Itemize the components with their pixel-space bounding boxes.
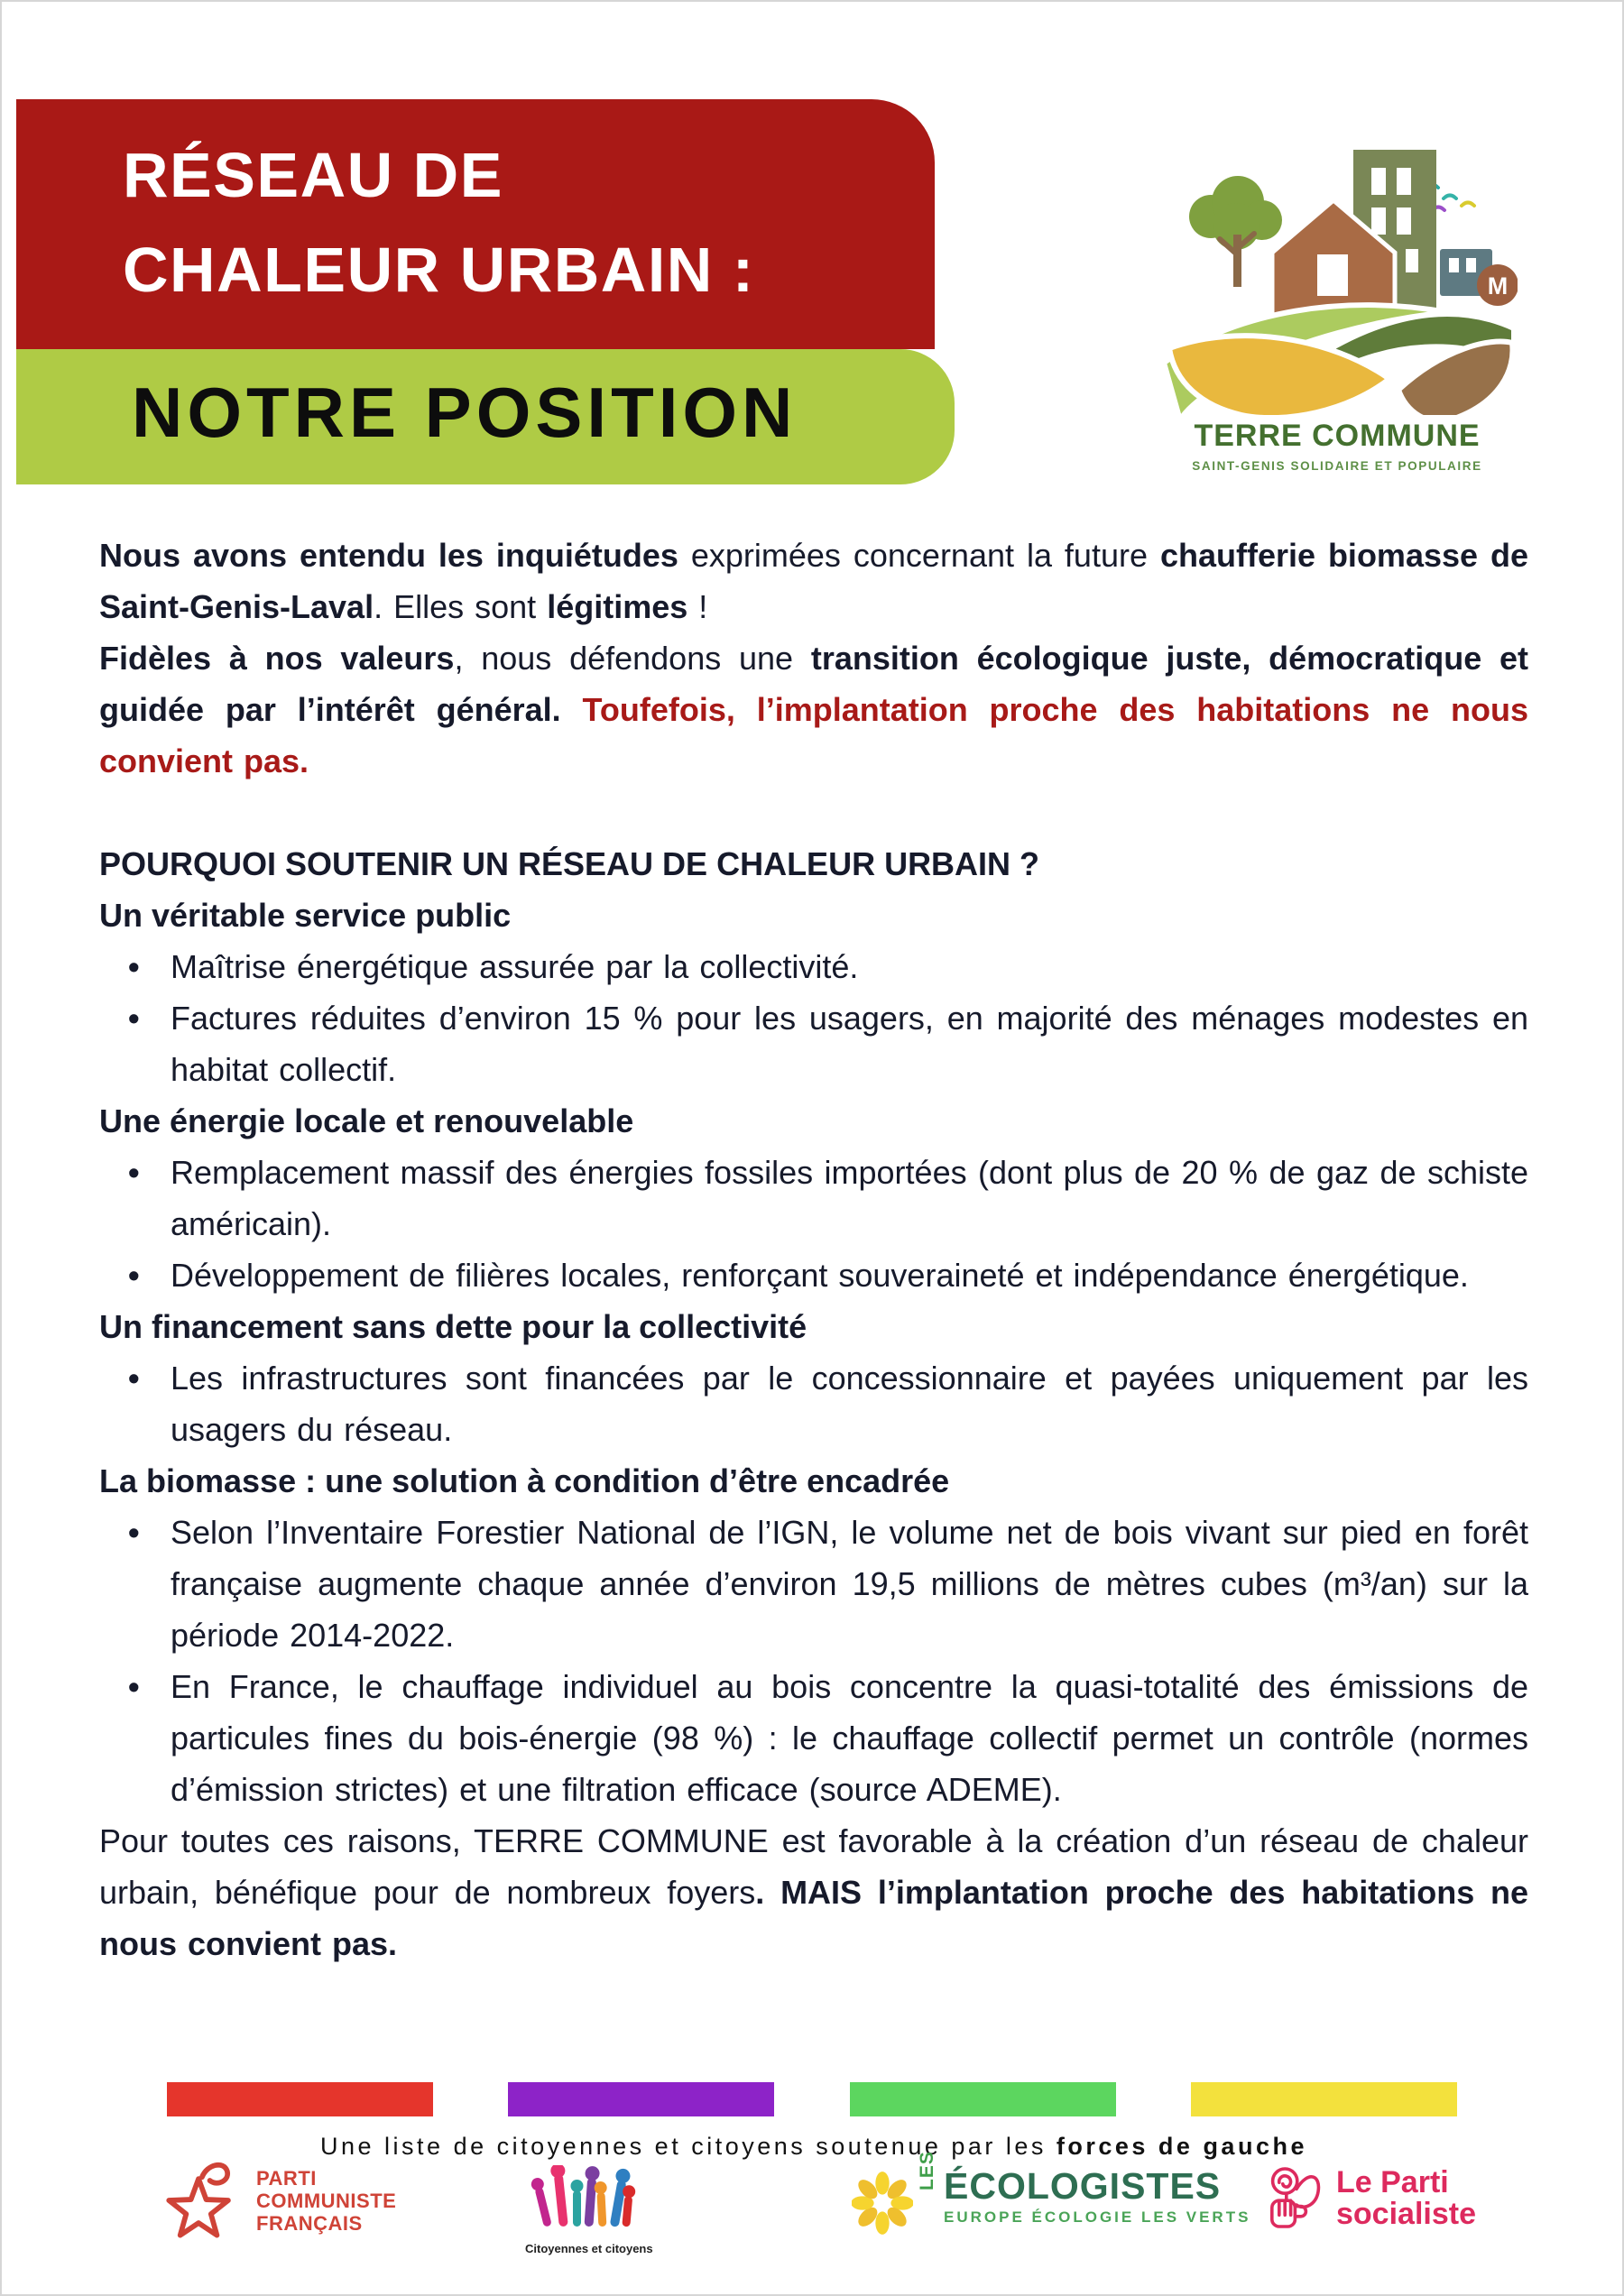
label-line: socialiste [1336, 2197, 1476, 2231]
text-segment: forces de gauche [1056, 2133, 1307, 2160]
party-logos-row [2, 2151, 1624, 2266]
body-content [99, 530, 1528, 1969]
bullet-dot-icon: • [128, 1514, 140, 1551]
ecologistes-logo [852, 2151, 1251, 2239]
text-segment: exprimées concernant la future [678, 537, 1160, 574]
ecologistes-text [944, 2167, 1250, 2227]
citoyens-logo [525, 2165, 653, 2255]
ecologistes-title: ÉCOLOGISTES [944, 2165, 1222, 2207]
color-bar [1191, 2082, 1457, 2116]
ecologistes-les-label: LES [917, 2151, 937, 2190]
section-subheading: Un financement sans dette pour la collectivité [99, 1308, 807, 1345]
text-segment: , nous défendons une [454, 640, 811, 677]
bullet-text: Selon l’Inventaire Forestier National de l’IGN, le volume net de bois vivant sur pied en forêt française augmente chaque année d’environ 19,5 millions de mètres cubes (m³/an) sur la période 2014-2022. [171, 1514, 1528, 1654]
rose-fist-icon [1260, 2162, 1325, 2237]
title-banner-green [16, 349, 955, 484]
title-line-2: CHALEUR URBAIN : [123, 235, 755, 305]
section-subheading: Un véritable service public [99, 897, 512, 934]
parti-socialiste-logo [1260, 2162, 1476, 2237]
text-segment: Une liste de citoyennes et citoyens soutenue par les [320, 2133, 1057, 2160]
intro-paragraph-1 [99, 530, 1528, 632]
title-line-1: RÉSEAU DE [123, 140, 503, 210]
color-bar [850, 2082, 1116, 2116]
sunflower-icon [852, 2167, 913, 2239]
tree-icon [1189, 176, 1282, 287]
bullet-item [99, 1507, 1528, 1661]
color-bar [167, 2082, 433, 2116]
color-bars [167, 2082, 1457, 2116]
position-title: NOTRE POSITION [132, 373, 798, 452]
raised-hands-icon [530, 2165, 638, 2236]
bullet-dot-icon: • [128, 1154, 140, 1191]
bullet-text: En France, le chauffage individuel au bois concentre la quasi-totalité des émissions de particules fines du bois-énergie (98 %) : le chauffage collectif permet un contrôle (normes d’émission strictes) et une filtration efficace (source ADEME). [171, 1668, 1528, 1808]
terre-commune-logo [1148, 134, 1527, 473]
text-segment [561, 691, 583, 728]
bullet-item [99, 941, 1528, 992]
label-line: PARTI [256, 2167, 317, 2190]
text-segment: Toufefois, l’implantation proche des habitations ne nous convient pas. [99, 691, 1528, 779]
text-segment: Pour toutes ces raisons, TERRE COMMUNE est favorable à la création d’un réseau de chaleur urbain, bénéfique pour de nombreux foyers [99, 1822, 1528, 1911]
metropole-badge [1477, 264, 1518, 306]
text-segment: Nous avons entendu les inquiétudes [99, 537, 678, 574]
bullet-dot-icon: • [128, 1360, 140, 1397]
text-segment: . MAIS l’implantation proche des habitations ne nous convient pas. [99, 1874, 1528, 1962]
title-banner-red [16, 99, 935, 349]
bullet-item [99, 1661, 1528, 1815]
parti-socialiste-label [1336, 2167, 1476, 2230]
bullet-text: Maîtrise énergétique assurée par la collectivité. [171, 948, 859, 985]
bullet-dot-icon: • [128, 1000, 140, 1037]
label-line: COMMUNISTE [256, 2190, 397, 2212]
text-segment: ! [687, 588, 708, 625]
intro-paragraph-2 [99, 632, 1528, 787]
text-segment: légitimes [547, 588, 688, 625]
main-heading: POURQUOI SOUTENIR UN RÉSEAU DE CHALEUR URBAIN ? [99, 845, 1040, 882]
text-segment: . Elles sont [374, 588, 548, 625]
logo-title: TERRE COMMUNE [1194, 419, 1481, 453]
logo-subtitle: SAINT-GENIS SOLIDAIRE ET POPULAIRE [1192, 459, 1482, 473]
bullet-item [99, 1147, 1528, 1249]
spacer [99, 787, 1528, 838]
section-subheading: Une énergie locale et renouvelable [99, 1102, 634, 1139]
text-segment: Fidèles à nos valeurs [99, 640, 455, 677]
ecologistes-subtitle: EUROPE ÉCOLOGIE LES VERTS [944, 2208, 1251, 2226]
label-line: FRANÇAIS [256, 2212, 363, 2235]
section-subheading: La biomasse : une solution à condition d’être encadrée [99, 1462, 950, 1499]
support-line [2, 2133, 1624, 2161]
text-segment: chaufferie biomasse de Saint-Genis-Laval [99, 537, 1528, 625]
bullet-dot-icon: • [128, 1257, 140, 1294]
text-segment: transition écologique juste, démocratique et guidée par l’intérêt général. [99, 640, 1529, 728]
terre-commune-logo-graphic [1157, 134, 1518, 415]
conclusion-paragraph [99, 1815, 1528, 1969]
bullet-text: Développement de filières locales, renforçant souveraineté et indépendance énergétique. [171, 1257, 1469, 1294]
bullet-text: Factures réduites d’environ 15 % pour les usagers, en majorité des ménages modestes en habitat collectif. [171, 1000, 1528, 1088]
hills-graphic [1164, 305, 1514, 415]
bullet-dot-icon: • [128, 948, 140, 985]
bullet-item [99, 1352, 1528, 1455]
pcf-logo [157, 2160, 396, 2246]
bullet-text: Les infrastructures sont financées par le concessionnaire et payées uniquement par les usagers du réseau. [171, 1360, 1528, 1448]
bullet-item [99, 1249, 1528, 1301]
citoyens-label: Citoyennes et citoyens [525, 2242, 653, 2255]
bullet-item [99, 992, 1528, 1095]
sections-container [99, 890, 1528, 1815]
label-line: Le Parti [1336, 2165, 1449, 2199]
bullet-text: Remplacement massif des énergies fossiles importées (dont plus de 20 % de gaz de schiste américain). [171, 1154, 1528, 1242]
pcf-star-icon [157, 2160, 244, 2246]
color-bar [508, 2082, 774, 2116]
pcf-label [256, 2167, 396, 2235]
bullet-dot-icon: • [128, 1668, 140, 1705]
metropole-badge-letter: M [1487, 272, 1509, 300]
